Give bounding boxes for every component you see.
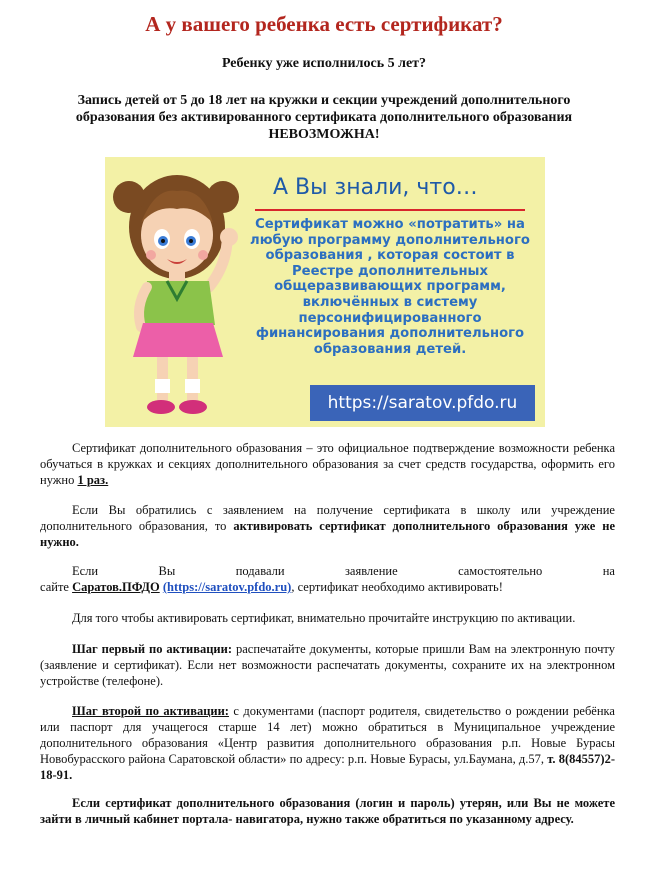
girl-illustration (105, 157, 255, 427)
paragraph-step-one (40, 641, 615, 689)
page-subtitle: Ребенку уже исполнилось 5 лет? (221, 56, 427, 71)
paragraph-self-application-line2 (40, 579, 615, 595)
paragraph-no-activation (40, 502, 615, 550)
paragraph-self-application-line1 (40, 563, 615, 579)
paragraph-text: Если Вы обратились с заявлением на получение сертификата в школу или учреждение дополнительного образования, то (40, 503, 615, 533)
step-label: Шаг второй по активации: (72, 704, 229, 718)
info-banner (105, 157, 545, 427)
banner-url: https://saratov.pfdo.ru (310, 385, 535, 421)
step-label: Шаг первый по активации: (72, 642, 232, 656)
paragraph-text: распечатайте документы, которые пришли Вам на электронную почту (заявление и сертификат). Если нет возможности распечатать документы, сохраните их на электронном устройстве (телефоне). (40, 642, 615, 688)
paragraph-emphasis: активировать сертификат дополнительного образования уже не нужно. (40, 519, 615, 549)
word: на (602, 564, 615, 578)
paragraph-certificate-definition (40, 440, 615, 488)
paragraph-text: с документами (паспорт родителя, свидетельство о рождении ребёнка или паспорт для учащегося старше 14 лет) можно обратиться в Муниципальное учреждение дополнительного образования «Центр развития дополнительного образования р.п. Новые Бурасы Новобурасского района Саратовской области» по адресу: р.п. Новые Бурасы, ул.Баумана, д.57, (40, 704, 615, 766)
paragraph-step-two (40, 703, 615, 783)
banner-text: Сертификат можно «потратить» на любую программу дополнительного образования , которая состоит в Реестре дополнительных общеразвивающих программ, включённых в систему персонифицированного финансирования дополнительного образования детей. (250, 217, 530, 357)
banner-divider (255, 209, 525, 211)
word: заявление (344, 564, 398, 578)
word: Вы (158, 564, 176, 578)
site-name-link[interactable]: Саратов.ПФДО (72, 580, 160, 594)
word: подавали (235, 564, 285, 578)
word: Если (72, 564, 99, 578)
banner-heading: А Вы знали, что… (273, 175, 478, 200)
paragraph-text: , сертификат необходимо активировать! (291, 580, 503, 594)
paragraph-text: Сертификат дополнительного образования – это официальное подтверждение возможности ребенка обучаться в кружках и секциях дополнительного образования за счет средств государства, оформить его нужно (40, 441, 615, 487)
warning-notice: Запись детей от 5 до 18 лет на кружки и секции учреждений дополнительного образования без активированного сертификата дополнительного образования НЕВОЗМОЖНА! (75, 93, 573, 142)
word: самостоятельно (458, 564, 543, 578)
paragraph-read-instructions: Для того чтобы активировать сертификат, внимательно прочитайте инструкцию по активации. (72, 611, 576, 625)
paragraph-emphasis: 1 раз. (77, 473, 109, 487)
site-url-link[interactable]: (https://saratov.pfdo.ru) (162, 580, 292, 594)
paragraph-text: сайте (40, 580, 69, 594)
phone-number: т. 8(84557)2-18-91. (40, 752, 615, 782)
page-title: А у вашего ребенка есть сертификат? (145, 12, 503, 36)
paragraph-lost-credentials: Если сертификат дополнительного образования (логин и пароль) утерян, или Вы не можете зайти в личный кабинет портала- навигатора, нужно также обратиться по указанному адресу. (40, 796, 615, 826)
